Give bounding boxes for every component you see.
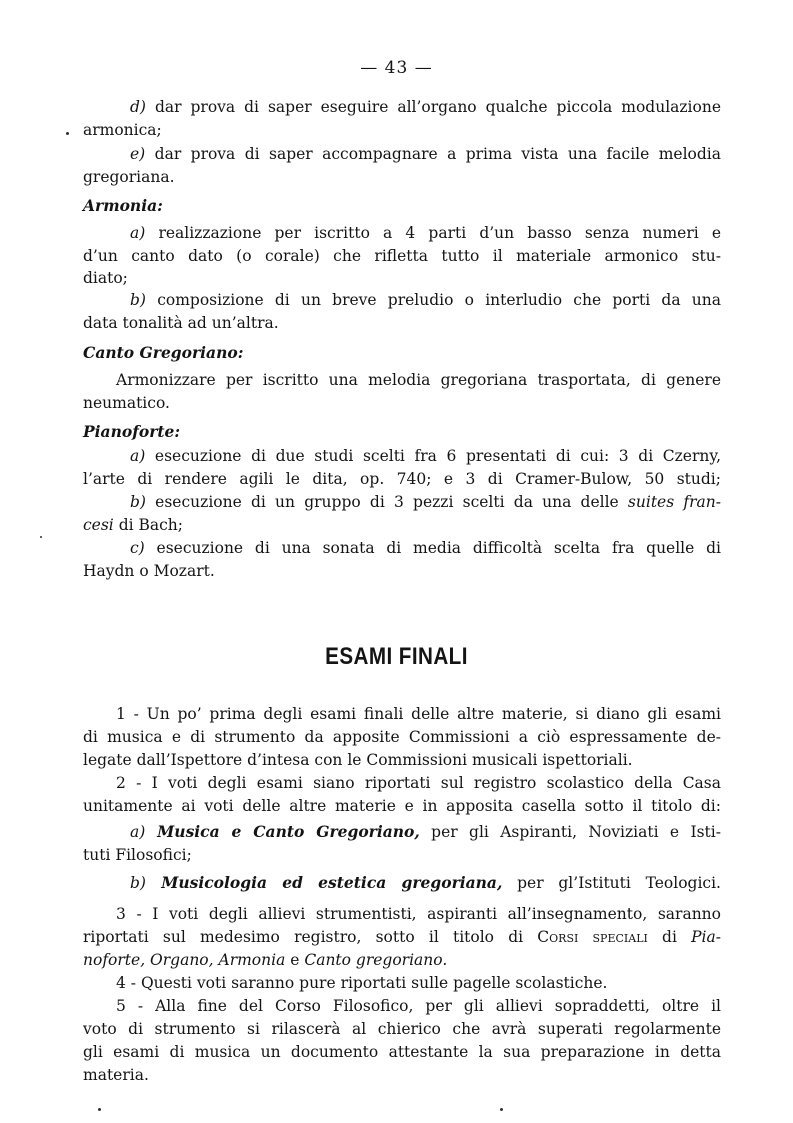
item-label: d) [130,98,146,116]
item-text: di Bach; [113,516,184,534]
page-number: — 43 — [360,58,433,78]
armonia-heading: Armonia: [83,196,163,215]
armonia-item-a-line-3: diato; [83,269,128,287]
item-text: per gli Aspiranti, Noviziati e Isti- [419,823,721,841]
canto-line-2: neumatico. [83,394,170,412]
pianoforte-item-b-line-1 [130,491,721,513]
italic-text: cesi [83,516,114,534]
esami-p2-line-2: unitamente ai voti delle altre materie e in apposita casella sotto il titolo di: [83,797,721,815]
item-label: a) [130,823,146,841]
armonia-item-b-line-2: data tonalità ad un’altra. [83,314,279,332]
scan-speck [500,1108,503,1111]
esami-item-a-line-1 [130,821,721,843]
canto-heading: Canto Gregoriano: [83,343,244,362]
esami-p1-line-3: legate dall’Ispettore d’intesa con le Commissioni musicali ispettoriali. [83,751,633,769]
organo-item-e-line-2: gregoriana. [83,168,175,186]
organo-item-d-line-2: armonica; [83,121,162,139]
pianoforte-item-c-line-1 [130,537,721,559]
organo-item-e-line-1 [130,143,721,165]
bold-italic-text: Musicologia ed estetica gregoriana, [145,873,503,892]
item-text: per gl’Istituti Teologici. [502,874,721,892]
esami-p1-line-1: 1 - Un po’ prima degli esami finali delle altre materie, si diano gli esami [116,705,721,723]
item-text: esecuzione di due studi scelti fra 6 presentati di cui: 3 di Czerny, [145,447,721,465]
item-label: b) [130,291,146,309]
pianoforte-item-a-line-2: l’arte di rendere agili le dita, op. 740; e 3 di Cramer-Bulow, 50 studi; [83,470,721,488]
item-label: a) [130,447,146,465]
scan-speck [40,536,42,538]
organo-item-d-line-1 [130,96,721,118]
item-label: b) [130,493,146,511]
esami-item-a-line-2: tuti Filosofici; [83,846,192,864]
scan-speck [66,132,69,135]
esami-p3-line-1: 3 - I voti degli allievi strumentisti, aspiranti all’insegnamento, saranno [116,905,721,923]
item-text: dar prova di saper eseguire all’organo qualche piccola modulazione [145,98,721,116]
item-text: e [285,951,305,969]
esami-p1-line-2: di musica e di strumento da apposite Commissioni a ciò espressamente de- [83,728,721,746]
esami-p5-line-2: voto di strumento si rilascerà al chierico che avrà superati regolarmente [83,1020,721,1038]
item-text: riportati sul medesimo registro, sotto il titolo di [83,928,538,946]
italic-text: Pia- [691,928,721,946]
esami-p4-line-1: 4 - Questi voti saranno pure riportati sulle pagelle scolastiche. [116,974,608,992]
esami-p3-line-3 [83,949,721,971]
pianoforte-item-c-line-2: Haydn o Mozart. [83,562,215,580]
section-title: ESAMI FINALI [325,643,468,670]
pianoforte-item-b-line-2 [83,514,721,536]
armonia-item-a-line-2: d’un canto dato (o corale) che rifletta tutto il materiale armonico stu- [83,247,721,265]
item-text: composizione di un breve preludio o interludio che porti da una [145,291,721,309]
item-text: esecuzione di una sonata di media difficoltà scelta fra quelle di [144,539,721,557]
esami-p3-line-2 [83,926,721,948]
item-label: e) [130,145,146,163]
item-text: realizzazione per iscritto a 4 parti d’un basso senza numeri e [145,224,721,242]
esami-p5-line-3: gli esami di musica un documento attestante la sua preparazione in detta [83,1043,721,1061]
bold-italic-text: Musica e Canto Gregoriano, [145,822,420,841]
item-label: b) [130,874,146,892]
canto-line-1: Armonizzare per iscritto una melodia gregoriana trasportata, di genere [116,371,721,389]
item-text: esecuzione di un gruppo di 3 pezzi scelti da una delle [145,493,628,511]
item-text: dar prova di saper accompagnare a prima vista una facile melodia [145,145,721,163]
esami-item-b-line-1 [130,872,721,894]
item-label: a) [130,224,146,242]
armonia-item-b-line-1 [130,289,721,311]
scan-speck [98,1108,101,1111]
esami-p5-line-4: materia. [83,1066,149,1084]
esami-p5-line-1: 5 - Alla fine del Corso Filosofico, per gli allievi sopraddetti, oltre il [116,997,721,1015]
item-text: di [647,928,692,946]
armonia-item-a-line-1 [130,222,721,244]
italic-text: noforte, Organo, Armonia [83,951,286,969]
smallcaps-text: Corsi speciali [537,928,648,946]
esami-p2-line-1: 2 - I voti degli esami siano riportati sul registro scolastico della Casa [116,774,721,792]
pianoforte-item-a-line-1 [130,445,721,467]
pianoforte-heading: Pianoforte: [83,422,181,441]
italic-text: Canto gregoriano. [304,951,448,969]
item-label: c) [130,539,145,557]
italic-text: suites fran- [627,493,721,511]
